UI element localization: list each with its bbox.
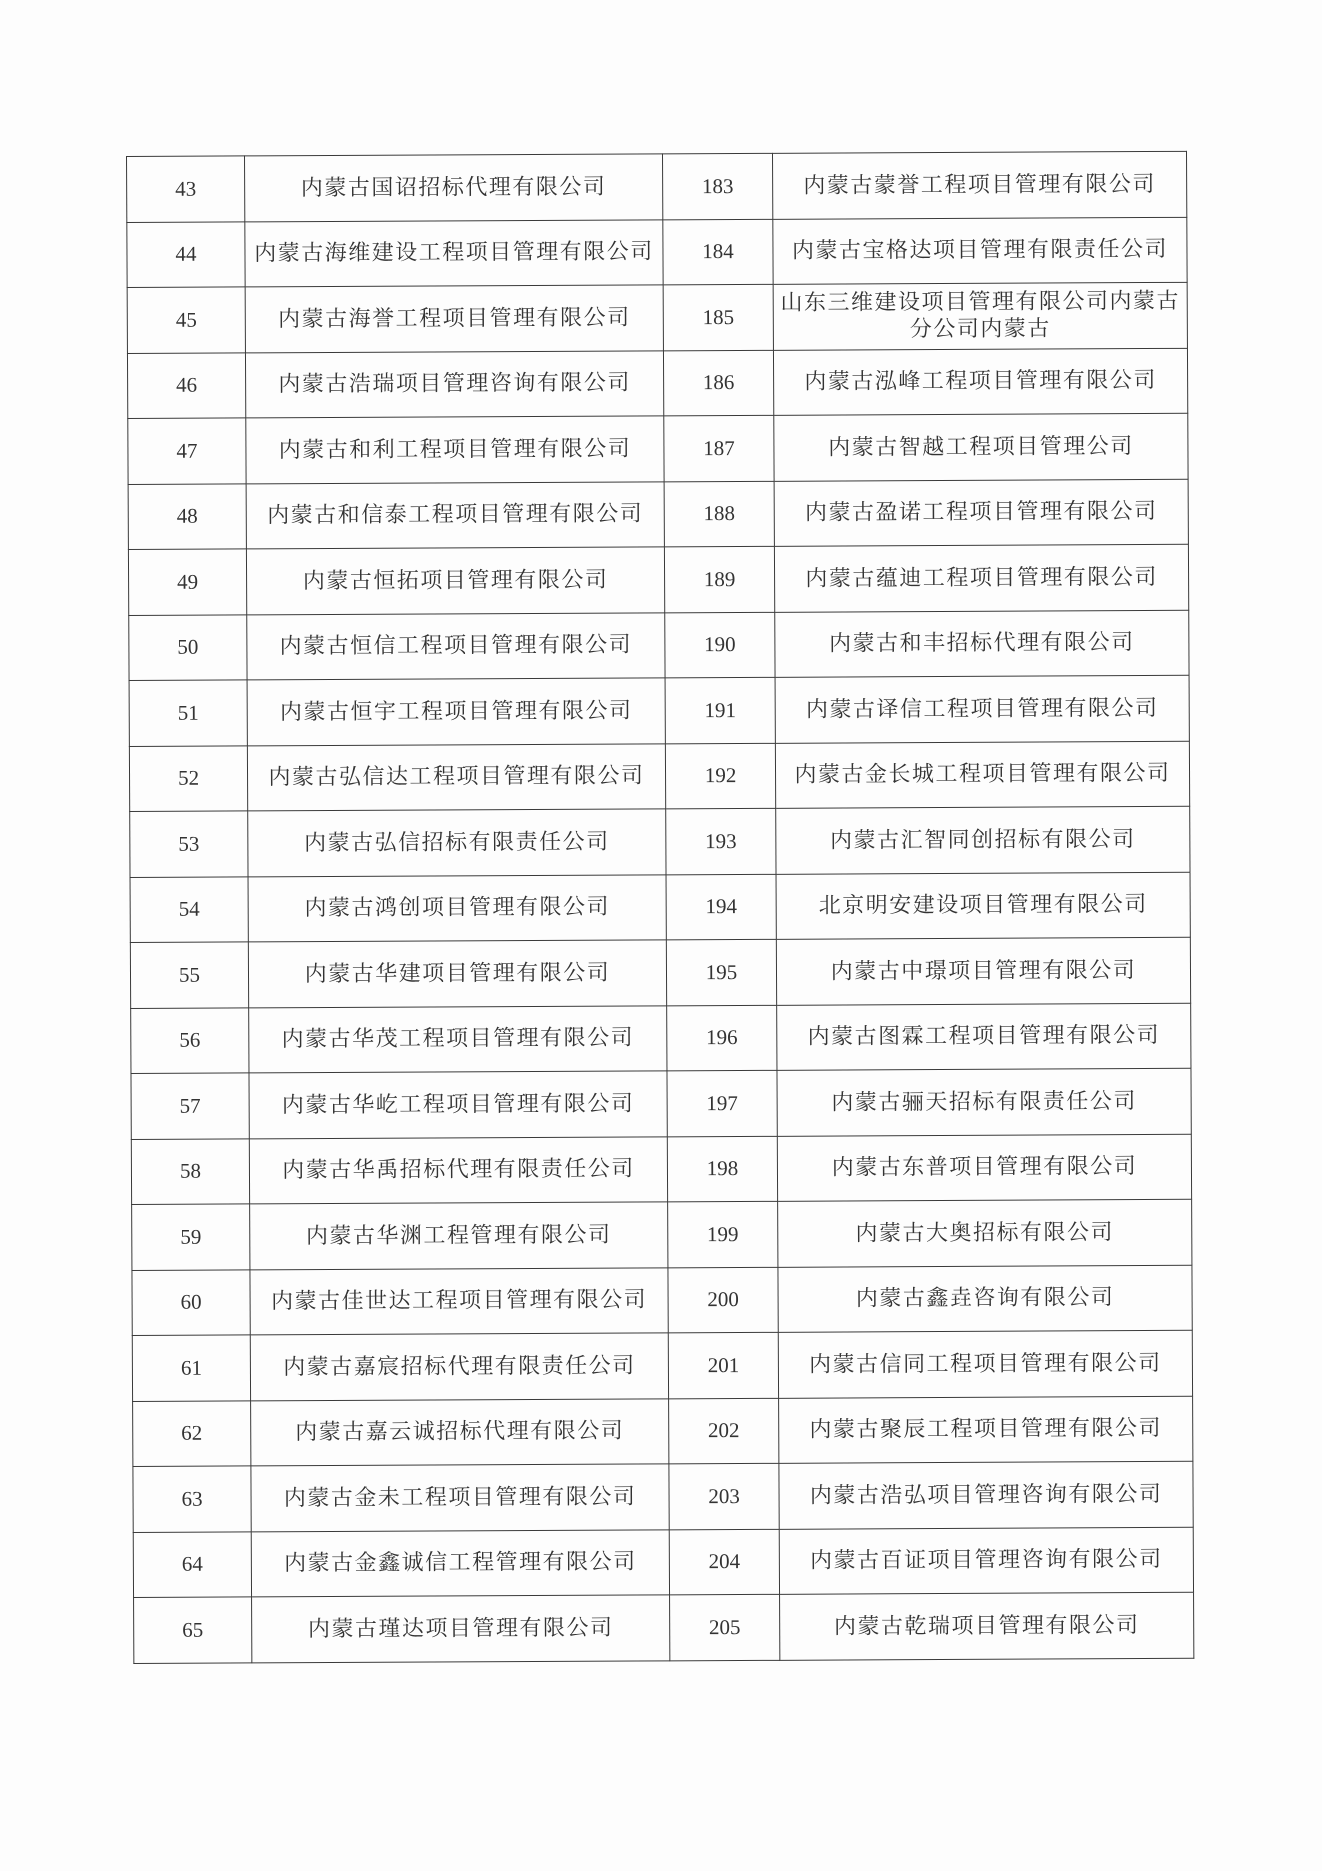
left-company-name: 内蒙古华屹工程项目管理有限公司: [249, 1071, 667, 1139]
right-company-name: 内蒙古汇智同创招标有限公司: [776, 806, 1190, 874]
left-company-name: 内蒙古弘信招标有限责任公司: [248, 809, 666, 877]
left-company-name: 内蒙古和利工程项目管理有限公司: [246, 416, 664, 484]
right-serial-number: 199: [668, 1201, 778, 1267]
right-company-name: 内蒙古蒙誉工程项目管理有限公司: [772, 151, 1186, 219]
right-company-name: 内蒙古百证项目管理咨询有限公司: [779, 1527, 1193, 1595]
table-row: [130, 872, 1190, 943]
left-company-name: 内蒙古瑾达项目管理有限公司: [252, 1595, 670, 1663]
right-serial-number: 200: [668, 1267, 778, 1333]
left-company-name: 内蒙古海誉工程项目管理有限公司: [245, 285, 663, 353]
table-row: [131, 1003, 1191, 1074]
right-company-name: 山东三维建设项目管理有限公司内蒙古分公司内蒙古: [773, 282, 1187, 350]
left-company-name: 内蒙古华禹招标代理有限责任公司: [249, 1136, 667, 1204]
left-company-name: 内蒙古金鑫诚信工程管理有限公司: [251, 1529, 669, 1597]
table-row: [127, 282, 1187, 353]
left-serial-number: 52: [129, 745, 247, 811]
right-company-name: 内蒙古盈诺工程项目管理有限公司: [774, 479, 1188, 547]
table-row: [131, 1068, 1191, 1139]
left-company-name: 内蒙古佳世达工程项目管理有限公司: [250, 1267, 668, 1335]
right-serial-number: 183: [662, 153, 772, 219]
right-serial-number: 189: [664, 546, 774, 612]
left-serial-number: 51: [129, 680, 247, 746]
right-company-name: 内蒙古图霖工程项目管理有限公司: [777, 1003, 1191, 1071]
right-serial-number: 186: [663, 350, 773, 416]
right-serial-number: 188: [664, 481, 774, 547]
left-company-name: 内蒙古恒信工程项目管理有限公司: [247, 612, 665, 680]
right-serial-number: 194: [666, 874, 776, 940]
left-company-name: 内蒙古和信泰工程项目管理有限公司: [246, 481, 664, 549]
left-serial-number: 62: [133, 1400, 251, 1466]
table-row: [128, 413, 1188, 484]
right-company-name: 内蒙古鑫垚咨询有限公司: [778, 1265, 1192, 1333]
table-row: [132, 1330, 1192, 1401]
table-row: [130, 937, 1190, 1008]
left-serial-number: 63: [133, 1466, 251, 1532]
left-serial-number: 54: [130, 876, 248, 942]
left-serial-number: 55: [130, 942, 248, 1008]
left-company-name: 内蒙古国诏招标代理有限公司: [245, 154, 663, 222]
right-company-name: 内蒙古东普项目管理有限公司: [777, 1134, 1191, 1202]
right-serial-number: 202: [669, 1398, 779, 1464]
left-serial-number: 49: [128, 549, 246, 615]
left-serial-number: 56: [131, 1007, 249, 1073]
left-company-name: 内蒙古华茂工程项目管理有限公司: [249, 1005, 667, 1073]
right-company-name: 内蒙古乾瑞项目管理有限公司: [780, 1592, 1194, 1660]
right-company-name: 内蒙古和丰招标代理有限公司: [775, 610, 1189, 678]
left-serial-number: 47: [128, 418, 246, 484]
table-row: [134, 1592, 1194, 1663]
table-body: [127, 151, 1194, 1663]
left-company-name: 内蒙古华渊工程管理有限公司: [250, 1202, 668, 1270]
table-row: [127, 217, 1187, 288]
right-company-name: 内蒙古大奥招标有限公司: [778, 1199, 1192, 1267]
right-company-name: 内蒙古浩弘项目管理咨询有限公司: [779, 1461, 1193, 1529]
right-company-name: 内蒙古骊天招标有限责任公司: [777, 1068, 1191, 1136]
left-serial-number: 44: [127, 221, 245, 287]
left-serial-number: 64: [133, 1531, 251, 1597]
table-row: [133, 1527, 1193, 1598]
left-serial-number: 59: [132, 1204, 250, 1270]
right-company-name: 内蒙古泓峰工程项目管理有限公司: [773, 348, 1187, 416]
table-row: [133, 1461, 1193, 1532]
right-serial-number: 205: [670, 1594, 780, 1660]
table-row: [129, 610, 1189, 681]
table-row: [128, 479, 1188, 550]
left-company-name: 内蒙古鸿创项目管理有限公司: [248, 874, 666, 942]
left-company-name: 内蒙古嘉云诚招标代理有限公司: [251, 1398, 669, 1466]
right-serial-number: 203: [669, 1463, 779, 1529]
left-company-name: 内蒙古嘉宸招标代理有限责任公司: [250, 1333, 668, 1401]
right-serial-number: 197: [667, 1070, 777, 1136]
right-company-name: 北京明安建设项目管理有限公司: [776, 872, 1190, 940]
table-row: [130, 806, 1190, 877]
right-company-name: 内蒙古智越工程项目管理公司: [774, 413, 1188, 481]
table-row: [132, 1265, 1192, 1336]
right-serial-number: 201: [668, 1332, 778, 1398]
right-company-name: 内蒙古译信工程项目管理有限公司: [775, 675, 1189, 743]
table-row: [127, 151, 1187, 222]
left-serial-number: 57: [131, 1073, 249, 1139]
right-company-name: 内蒙古聚辰工程项目管理有限公司: [779, 1396, 1193, 1464]
right-serial-number: 190: [665, 612, 775, 678]
table-row: [132, 1199, 1192, 1270]
table-row: [129, 675, 1189, 746]
right-serial-number: 195: [666, 939, 776, 1005]
right-serial-number: 185: [663, 284, 773, 350]
table-row: [133, 1396, 1193, 1467]
table-row: [129, 741, 1189, 812]
right-company-name: 内蒙古信同工程项目管理有限公司: [778, 1330, 1192, 1398]
right-serial-number: 196: [667, 1005, 777, 1071]
left-company-name: 内蒙古恒宇工程项目管理有限公司: [247, 678, 665, 746]
company-list-table: [126, 151, 1194, 1664]
left-company-name: 内蒙古华建项目管理有限公司: [248, 940, 666, 1008]
left-company-name: 内蒙古海维建设工程项目管理有限公司: [245, 219, 663, 287]
table-row: [131, 1134, 1191, 1205]
left-serial-number: 46: [127, 352, 245, 418]
left-serial-number: 60: [132, 1269, 250, 1335]
left-company-name: 内蒙古浩瑞项目管理咨询有限公司: [245, 350, 663, 418]
left-serial-number: 61: [132, 1335, 250, 1401]
table-row: [128, 544, 1188, 615]
left-company-name: 内蒙古恒拓项目管理有限公司: [246, 547, 664, 615]
right-serial-number: 187: [664, 415, 774, 481]
right-company-name: 内蒙古蕴迪工程项目管理有限公司: [774, 544, 1188, 612]
right-serial-number: 198: [667, 1136, 777, 1202]
right-company-name: 内蒙古宝格达项目管理有限责任公司: [773, 217, 1187, 285]
left-serial-number: 65: [134, 1597, 252, 1663]
left-serial-number: 45: [127, 287, 245, 353]
left-serial-number: 50: [129, 614, 247, 680]
left-serial-number: 58: [131, 1138, 249, 1204]
right-serial-number: 193: [666, 808, 776, 874]
left-serial-number: 48: [128, 483, 246, 549]
left-company-name: 内蒙古金未工程项目管理有限公司: [251, 1464, 669, 1532]
right-company-name: 内蒙古金长城工程项目管理有限公司: [775, 741, 1189, 809]
left-serial-number: 43: [127, 156, 245, 222]
table-row: [127, 348, 1187, 419]
right-serial-number: 191: [665, 677, 775, 743]
right-serial-number: 204: [669, 1529, 779, 1595]
right-serial-number: 192: [665, 743, 775, 809]
right-serial-number: 184: [663, 219, 773, 285]
right-company-name: 内蒙古中璟项目管理有限公司: [776, 937, 1190, 1005]
left-serial-number: 53: [130, 811, 248, 877]
left-company-name: 内蒙古弘信达工程项目管理有限公司: [247, 743, 665, 811]
